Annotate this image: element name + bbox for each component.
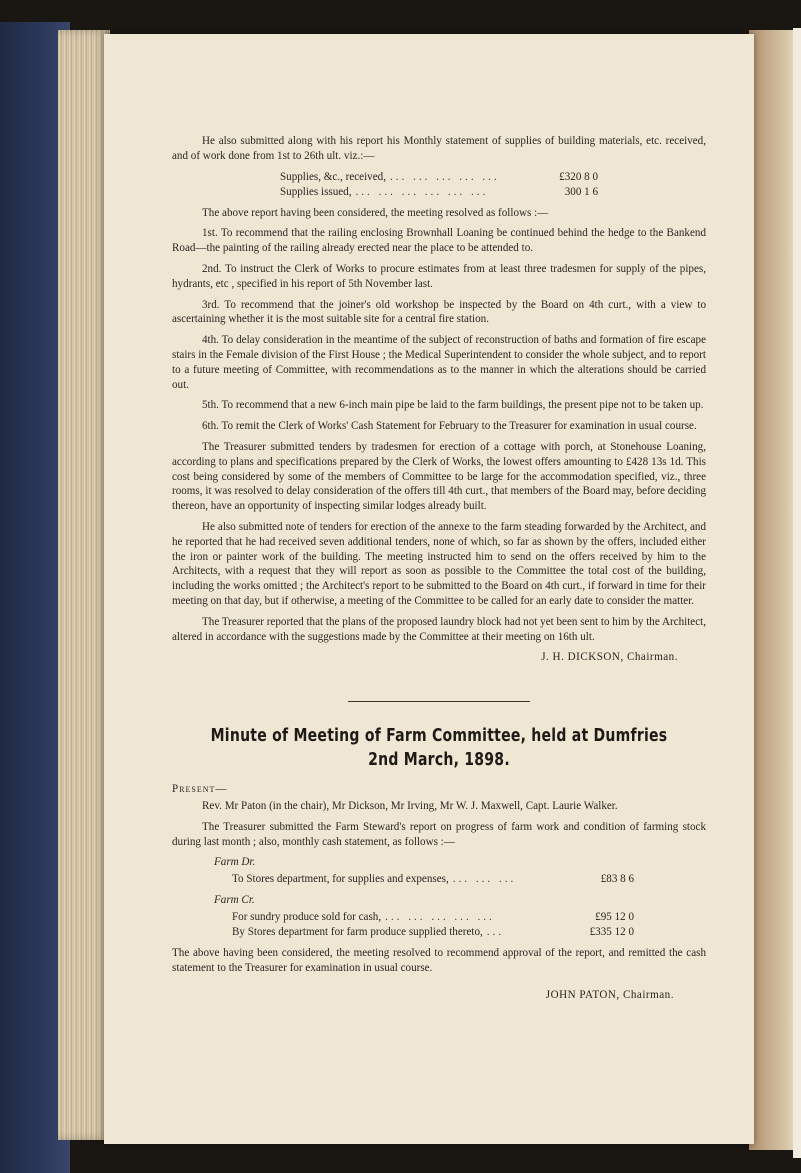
minute-heading-line2: 2nd March, 1898. bbox=[368, 749, 510, 771]
farm-report-paragraph: The Treasurer submitted the Farm Steward's report on progress of farm work and condition of farming stock during last month ; also, monthly cash statement, as follows :— bbox=[172, 820, 706, 848]
section-divider bbox=[348, 701, 530, 702]
page-edges-left bbox=[58, 30, 110, 1140]
leader-dots: ... ... ... bbox=[452, 873, 517, 886]
farm-cr-table bbox=[232, 910, 634, 940]
annexe-paragraph: He also submitted note of tenders for erection of the annexe to the farm steading forwarded by the Architect, and he reported that he had received seven additional tenders, none of which, so far as shown by the offers, included either the iron or painter work of the building. The meeting instructed him to send on the offers received by him to the Architects, with a request that they will report as soon as possible to the Committee the total cost of the building, including the works omitted ; the Architect's report to be submitted to the Board on 4th curt., if forward in time for their meeting on that day, but if otherwise, a meeting of the Committee to be called for an early date to consider the matter. bbox=[172, 520, 706, 607]
resolution-2: 2nd. To instruct the Clerk of Works to procure estimates from at least three tradesmen for supply of the pipes, hydrants, etc , specified in his report of 5th November last. bbox=[172, 262, 706, 290]
account-row bbox=[232, 872, 634, 887]
resolved-intro: The above report having been considered, the meeting resolved as follows :— bbox=[202, 206, 549, 219]
present-names: Rev. Mr Paton (in the chair), Mr Dickson, Mr Irving, Mr W. J. Maxwell, Capt. Laurie Walker. bbox=[202, 799, 618, 812]
supplies-amount: £320 8 0 bbox=[559, 170, 598, 183]
farm-resolved-paragraph: The above having been considered, the meeting resolved to recommend approval of the report, and remitted the cash statement to the Treasurer for examination in usual course. bbox=[172, 947, 706, 975]
resolution-1: 1st. To recommend that the railing enclosing Brownhall Loaning be continued behind the hedge to the Bankend Road—the painting of the railing already erected near the place to be attended to. bbox=[172, 227, 706, 255]
farm-dr-table bbox=[232, 872, 634, 887]
chairman-signature: J. H. DICKSON, Chairman. bbox=[541, 651, 678, 664]
chairman-signature-2: JOHN PATON, Chairman. bbox=[545, 988, 674, 1001]
page-content bbox=[172, 134, 706, 1003]
resolution-3: 3rd. To recommend that the joiner's old workshop be inspected by the Board on 4th curt., with a view to ascertaining whether it is the most suitable site for a central fire station. bbox=[172, 298, 706, 326]
resolution-6: 6th. To remit the Clerk of Works' Cash Statement for February to the Treasurer for examination in usual course. bbox=[202, 420, 697, 433]
supplies-table bbox=[280, 170, 598, 200]
supplies-row bbox=[280, 185, 598, 200]
present-label: Present— bbox=[172, 783, 228, 796]
account-label: To Stores department, for supplies and expenses, bbox=[232, 873, 449, 886]
supplies-label: Supplies issued, bbox=[280, 185, 352, 198]
minute-heading-line1: Minute of Meeting of Farm Committee, held at Dumfries bbox=[210, 725, 668, 747]
supplies-row bbox=[280, 170, 598, 185]
tenders-paragraph: The Treasurer submitted tenders by tradesmen for erection of a cottage with porch, at Stonehouse Loaning, according to plans and specifications prepared by the Clerk of Works, the lowest offers amounting to £428 13s 1d. This cost being considered by some of the members of Committee to be large for the accommodation specified, viz., three rooms, it was resolved to delay consideration of the offers till 4th curt., that members of the Board may, before deciding thereon, have an opportunity of inspecting similar lodges already built. bbox=[172, 440, 706, 513]
account-amount: £83 8 6 bbox=[600, 873, 634, 886]
document-page bbox=[104, 34, 754, 1144]
account-amount: £95 12 0 bbox=[595, 911, 634, 924]
account-amount: £335 12 0 bbox=[589, 926, 634, 939]
supplies-amount: 300 1 6 bbox=[564, 185, 598, 198]
leader-dots: ... bbox=[486, 926, 505, 939]
next-page-sliver bbox=[793, 28, 801, 1158]
account-row bbox=[232, 910, 634, 925]
account-row bbox=[232, 925, 634, 940]
leader-dots: ... ... ... ... ... ... bbox=[355, 185, 489, 198]
farm-cr-label: Farm Cr. bbox=[214, 894, 255, 907]
leader-dots: ... ... ... ... ... bbox=[385, 911, 495, 924]
resolution-5: 5th. To recommend that a new 6-inch main pipe be laid to the farm buildings, the present pipe not to be taken up. bbox=[202, 399, 704, 412]
supplies-label: Supplies, &c., received, bbox=[280, 170, 386, 183]
account-label: For sundry produce sold for cash, bbox=[232, 911, 382, 924]
leader-dots: ... ... ... ... ... bbox=[389, 170, 500, 183]
laundry-paragraph: The Treasurer reported that the plans of the proposed laundry block had not yet been sent to him by the Architect, altered in accordance with the suggestions made by the Committee at their meeting on 16th ult. bbox=[172, 615, 706, 643]
farm-dr-label: Farm Dr. bbox=[214, 856, 256, 869]
supplies-intro: He also submitted along with his report his Monthly statement of supplies of building materials, etc. received, and of work done from 1st to 26th ult. viz.:— bbox=[172, 135, 706, 162]
resolution-4: 4th. To delay consideration in the meantime of the subject of reconstruction of baths and formation of fire escape stairs in the Female division of the First House ; the Medical Superintendent to consider the whole subject, and to report to a future meeting of Committee, with recommendations as to the manner in which the alterations should be carried out. bbox=[172, 334, 706, 391]
account-label: By Stores department for farm produce supplied thereto, bbox=[232, 926, 483, 939]
